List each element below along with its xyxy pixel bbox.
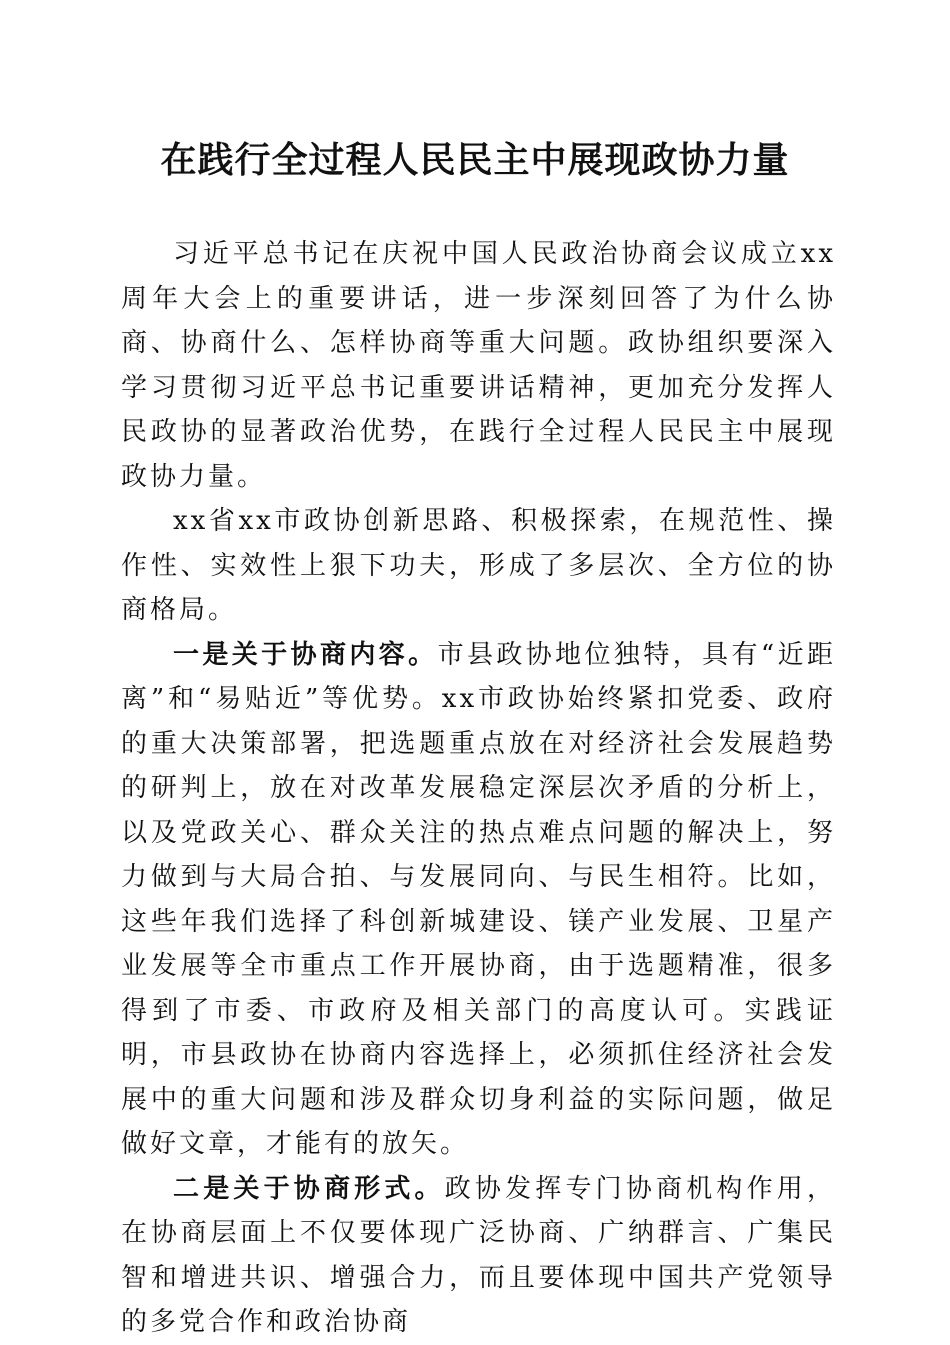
- paragraph-text: 习近平总书记在庆祝中国人民政治协商会议成立xx周年大会上的重要讲话，进一步深刻回答了为什么协商、协商什么、怎样协商等重大问题。政协组织要深入学习贯彻习近平总书记重要讲话精神，更加充分发挥人民政协的显著政治优势，在践行全过程人民民主中展现政协力量。: [121, 239, 836, 492]
- paragraph-lead: 二是关于协商形式。: [173, 1173, 445, 1204]
- document-body: [121, 232, 836, 1345]
- paragraph-overview: [121, 499, 836, 633]
- paragraph-lead: 一是关于协商内容。: [173, 639, 438, 670]
- paragraph-consultation-form: [121, 1167, 836, 1345]
- paragraph-consultation-content: [121, 633, 836, 1167]
- paragraph-text: 市县政协地位独特，具有“近距离”和“易贴近”等优势。xx市政协始终紧扣党委、政府的重大决策部署，把选题重点放在对经济社会发展趋势的研判上，放在对改革发展稳定深层次矛盾的分析上，以及党政关心、群众关注的热点难点问题的解决上，努力做到与大局合拍、与发展同向、与民生相符。比如，这些年我们选择了科创新城建设、镁产业发展、卫星产业发展等全市重点工作开展协商，由于选题精准，很多得到了市委、市政府及相关部门的高度认可。实践证明，市县政协在协商内容选择上，必须抓住经济社会发展中的重大问题和涉及群众切身利益的实际问题，做足做好文章，才能有的放矢。: [121, 639, 836, 1159]
- document-title: 在践行全过程人民民主中展现政协力量: [160, 139, 790, 181]
- paragraph-text: 政协发挥专门协商机构作用，在协商层面上不仅要体现广泛协商、广纳群言、广集民智和增进共识、增强合力，而且要体现中国共产党领导的多党合作和政治协商: [121, 1173, 836, 1337]
- paragraph-intro: [121, 232, 836, 499]
- paragraph-text: xx省xx市政协创新思路、积极探索，在规范性、操作性、实效性上狠下功夫，形成了多层次、全方位的协商格局。: [121, 506, 836, 625]
